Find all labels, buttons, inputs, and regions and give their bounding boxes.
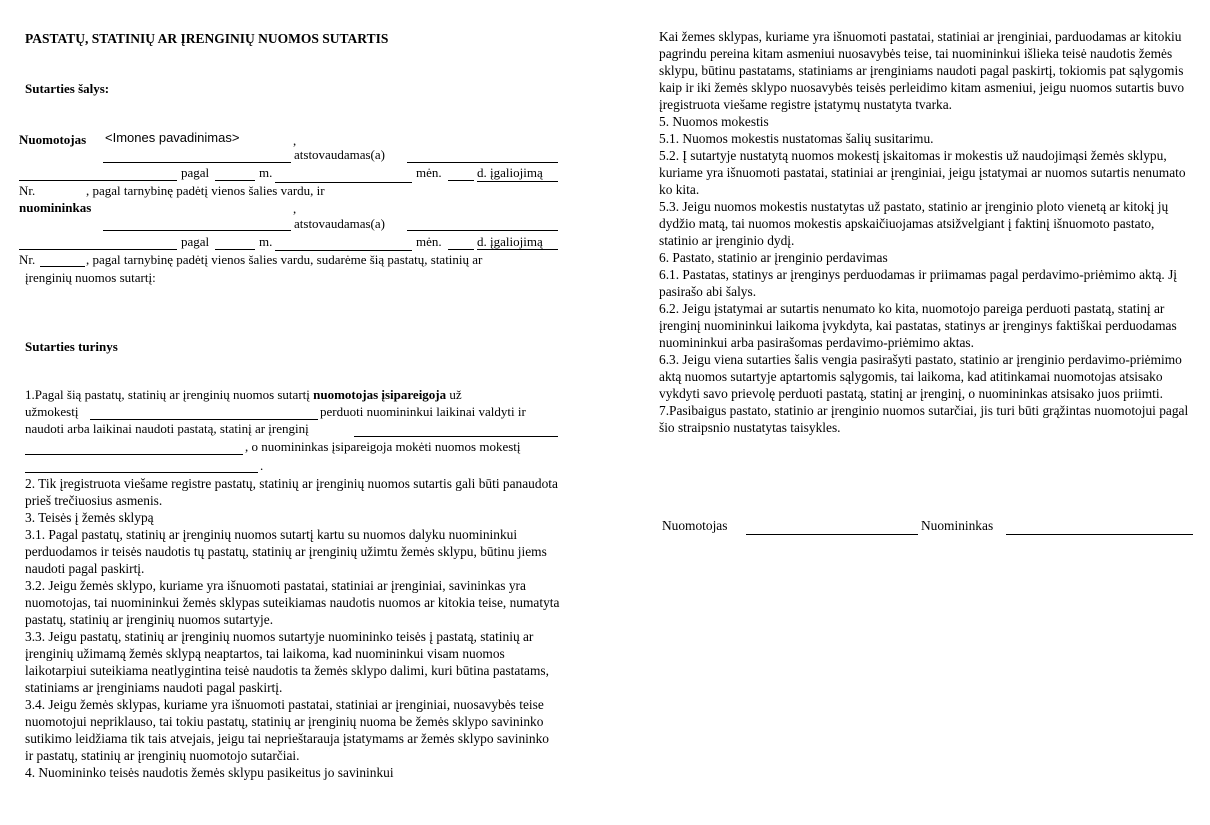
authorization-underline	[477, 249, 558, 250]
month-label: mėn.	[416, 165, 442, 180]
tenant-representative-line[interactable]	[103, 230, 291, 231]
landlord-signature-line[interactable]	[746, 534, 918, 535]
rent-line[interactable]	[25, 472, 258, 473]
clause-paragraph: 3.1. Pagal pastatų, statinių ar įrenginių nuomos sutartį kartu su nuomos dalyku nuomininkui perduodamos ir teisės naudotis tų pastatų, statinių ar įrenginių užimtu žemės sklypu, būtinu jiems naudoti pagal paskirtį.	[25, 527, 547, 576]
clause-paragraph: 6.1. Pastatas, statinys ar įrenginys perduodamas ir priimamas pagal perdavimo-priėmimo aktą. Jį pasirašo abi šalys.	[659, 267, 1178, 299]
clause-1-text: , o nuomininkas įsipareigoja mokėti nuomos mokestį	[245, 439, 521, 454]
comma: ,	[293, 201, 297, 216]
clause-paragraph: 5.1. Nuomos mokestis nustatomas šalių susitarimu.	[659, 131, 934, 146]
landlord-signature-label: Nuomotojas	[662, 518, 728, 533]
party-line-2: , pagal tarnybinę padėtį vienos šalies vardu, sudarėme šią pastatų, statinių ar	[86, 252, 483, 267]
month-label: mėn.	[416, 234, 442, 249]
tenant-signature-line[interactable]	[1006, 534, 1193, 535]
day-line[interactable]	[448, 180, 474, 181]
represented-by-label: atstovaudamas(a)	[294, 216, 385, 231]
right-clauses	[659, 28, 1191, 436]
clause-paragraph: 3.2. Jeigu žemės sklypo, kuriame yra išnuomoti pastatai, statiniai ar įrenginiai, savininkas yra nuomotojas, tai nuomininkui žemės sklypas suteikiamas naudotis nuomos ar kitokia teise, numatyta pastatų, statinių ar įrenginių nuomos sutartyje.	[25, 578, 560, 627]
clause-paragraph: 3.4. Jeigu žemės sklypas, kuriame yra išnuomoti pastatai, statiniai ar įrenginiai, nuosavybės teise nuomotojui nepriklauso, tai tokiu pastatų, statinių ar įrenginių nuoma be žemės sklypo savininko sutikimo leidžiama tik tais atvejais, jeigu tai neprieštarauja įstatymams ar žemės sklypo savininko ir pastatų, statinių ar įrenginių nuomotojo sutarčiai.	[25, 697, 549, 763]
authorization-label: d. įgaliojimą	[477, 234, 543, 249]
clause-heading: 4. Nuomininko teisės naudotis žemės sklypu pasikeitus jo savininkui	[25, 765, 394, 780]
document-title: PASTATŲ, STATINIŲ AR ĮRENGINIŲ NUOMOS SUTARTIS	[25, 31, 389, 46]
left-clauses	[25, 475, 560, 781]
clause-1-bold: nuomotojas įsipareigoja	[313, 387, 447, 402]
year-label: m.	[259, 165, 273, 180]
clause-1-text: naudoti arba laikinai naudoti pastatą, statinį ar įrenginį	[25, 421, 309, 436]
clause-paragraph: 6.3. Jeigu viena sutarties šalis vengia pasirašyti pastato, statinio ar įrenginio perdavimo-priėmimo aktą nuomos sutartyje aptartomis sąlygomis, tai laikoma, kad atitinkamai nuomotojas atsisako vykdyti savo prievolę perduoti pastatą, statinį ar įrenginį, o nuomininkas atsisako juos priimti.	[659, 352, 1182, 401]
authorization-underline	[477, 181, 558, 182]
party-line-2b: įrenginių nuomos sutartį:	[25, 270, 156, 285]
year-line[interactable]	[215, 180, 255, 181]
pagal-label: pagal	[181, 165, 210, 180]
clause-paragraph: 5.3. Jeigu nuomos mokestis nustatytas už pastato, statinio ar įrenginio ploto vienetą ar kitokį jų dydžio matą, tai nuomos mokestis apskaičiuojamas atsižvelgiant į faktinį išnuomoto pastato, statinio ar įrenginio dydį.	[659, 199, 1169, 248]
tenant-day-line[interactable]	[448, 249, 474, 250]
comma: ,	[293, 133, 297, 148]
object-line-2[interactable]	[25, 454, 243, 455]
clause-heading: 6. Pastato, statinio ar įrenginio perdavimas	[659, 250, 888, 265]
parties-heading: Sutarties šalys:	[25, 81, 110, 96]
content-heading: Sutarties turinys	[25, 339, 118, 354]
clause-1-line-1	[25, 387, 462, 402]
clause-paragraph: 7.Pasibaigus pastato, statinio ar įrenginio nuomos sutarčiai, jis turi būti grąžintas nuomotojui pagal šio straipsnio nustatytas taisykles.	[659, 403, 1189, 435]
clause-1-price-label: užmokestį	[25, 404, 79, 419]
clause-1-text: už	[446, 387, 462, 402]
basis-line[interactable]	[19, 180, 177, 181]
clause-paragraph: 5.2. Į sutartyje nustatytą nuomos mokestį įskaitomas ir mokestis už naudojimąsi žemės sklypu, kuriame yra išnuomoti pastatai, statiniai ar įrenginiai, jeigu įstatymai ar nuomos sutartis nenumato ko kita.	[659, 148, 1186, 197]
pagal-label: pagal	[181, 234, 210, 249]
clause-1-text: perduoti nuomininkui laikinai valdyti ir	[320, 404, 526, 419]
tenant-month-line[interactable]	[275, 250, 412, 251]
represented-by-label: atstovaudamas(a)	[294, 147, 385, 162]
nr-label: Nr.	[19, 252, 36, 267]
tenant-nr-line[interactable]	[40, 266, 85, 267]
tenant-label: nuomininkas	[19, 200, 92, 215]
company-name-placeholder[interactable]: <Imones pavadinimas>	[105, 130, 240, 145]
representative-name-line[interactable]	[103, 162, 291, 163]
authorization-label: d. įgaliojimą	[477, 165, 543, 180]
year-label: m.	[259, 234, 273, 249]
party-line-1: , pagal tarnybinę padėtį vienos šalies vardu, ir	[86, 183, 325, 198]
clause-heading: 5. Nuomos mokestis	[659, 114, 769, 129]
clause-paragraph: 2. Tik įregistruota viešame registre pastatų, statinių ar įrenginių nuomos sutartis gali būti panaudota prieš trečiuosius asmenis.	[25, 476, 558, 508]
representative-role-line[interactable]	[407, 162, 558, 163]
object-line[interactable]	[354, 436, 558, 437]
clause-paragraph: 6.2. Jeigu įstatymai ar sutartis nenumato ko kita, nuomotojo pareiga perduoti pastatą, statinį ar įrenginį nuomininkui laikoma įvykdyta, kai pastatas, statinys ar įrenginys faktiškai perduodamas nuomininkui arba pasirašomas perdavimo-priėmimo aktas.	[659, 301, 1177, 350]
tenant-role-line[interactable]	[407, 230, 558, 231]
clause-heading: 3. Teisės į žemės sklypą	[25, 510, 154, 525]
price-line[interactable]	[90, 419, 318, 420]
clause-1-period: .	[260, 458, 264, 473]
clause-1-text: 1.Pagal šią pastatų, statinių ar įrenginių nuomos sutartį	[25, 387, 314, 402]
landlord-label: Nuomotojas	[19, 132, 87, 147]
nr-label: Nr.	[19, 183, 36, 198]
tenant-year-line[interactable]	[215, 249, 255, 250]
tenant-basis-line[interactable]	[19, 249, 177, 250]
clause-paragraph: 3.3. Jeigu pastatų, statinių ar įrenginių nuomos sutartyje nuomininko teisės į pastatą, statinių ar įrenginių užimamą žemės sklypą neaptartos, tai laikoma, kad nuomininkui visam nuomos laikotarpiui suteikiama neatlygintina teisė naudotis ta žemės sklypo dalimi, kuri būtina pastatams, statiniams ar įrenginiams naudoti pagal paskirtį.	[25, 629, 549, 695]
tenant-signature-label: Nuomininkas	[921, 518, 994, 533]
clause-paragraph: Kai žemes sklypas, kuriame yra išnuomoti pastatai, statiniai ar įrenginiai, parduodamas ar kitokiu pagrindu pereina kitam asmeniui nuosavybės teise, tai nuomininkui išlieka teisė naudotis žemės sklypu, būtinu pastatams, statiniams ar įrenginiams naudoti pagal paskirtį, tokiomis pat sąlygomis kaip ir iki žemės sklypo nuosavybės teisės perleidimo kitam asmeniui, jeigu nuomos sutartis buvo įregistruota viešame registre įstatymų nustatyta tvarka.	[659, 29, 1185, 112]
